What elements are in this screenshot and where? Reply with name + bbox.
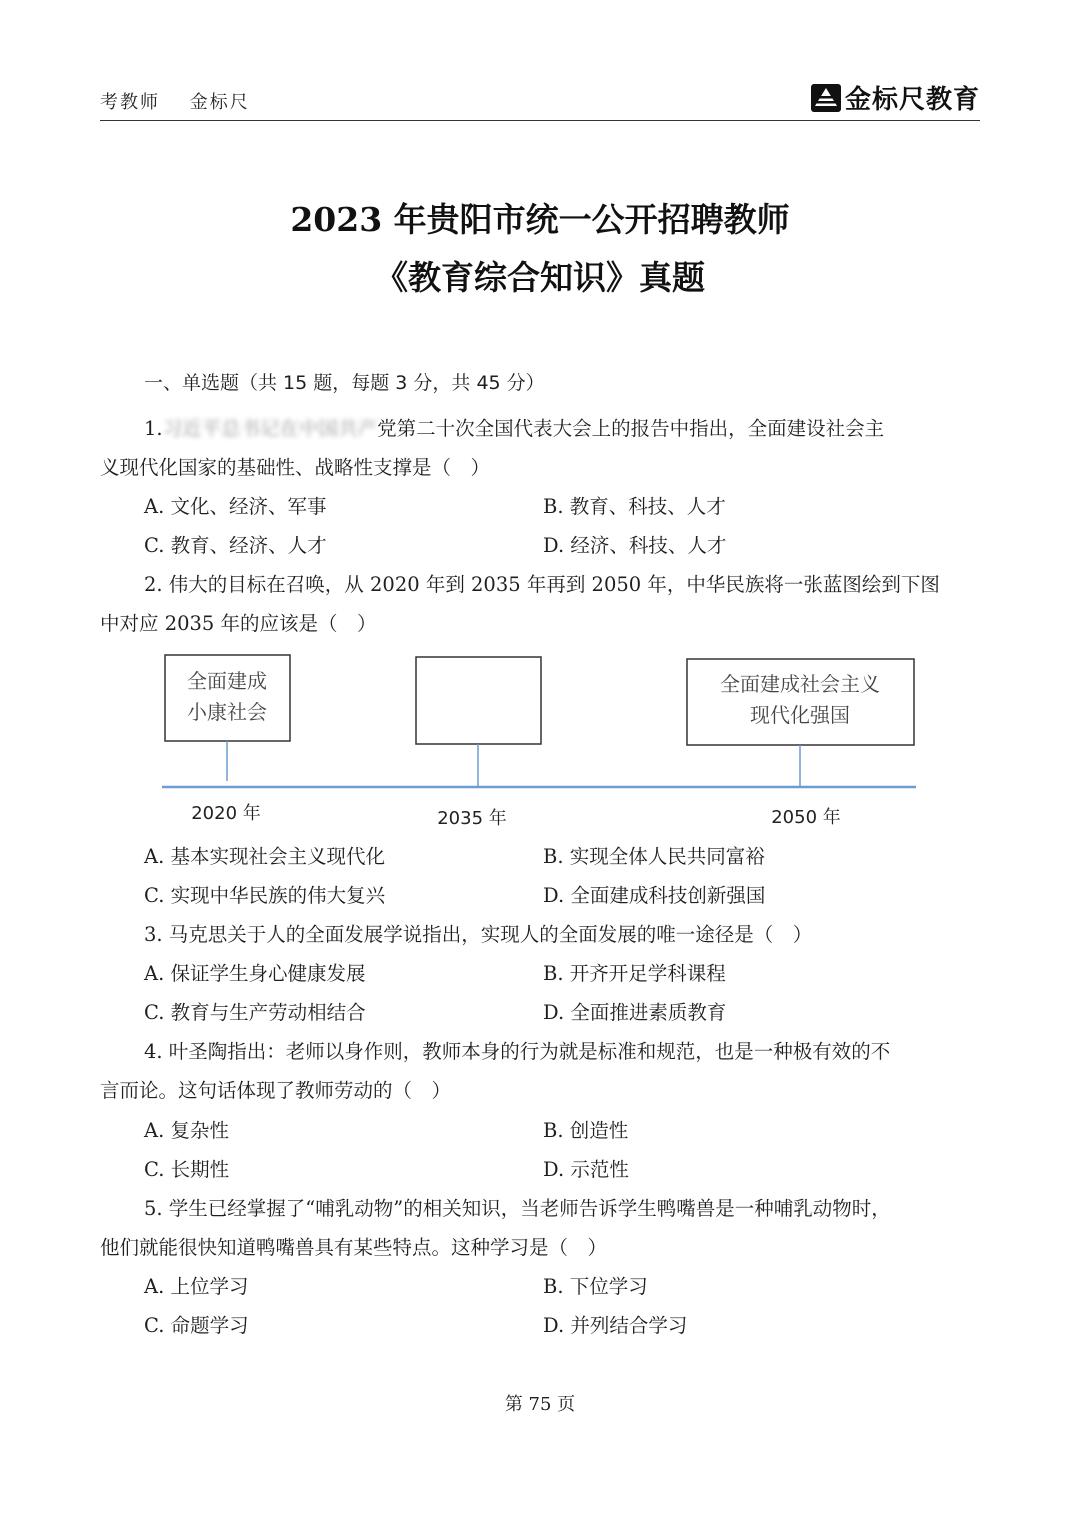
q2-option-d: D. 全面建成科技创新强国 <box>543 884 766 907</box>
question-2 <box>100 565 980 643</box>
timeline-box-2020 <box>165 655 290 741</box>
question-1-text: 党第二十次全国代表大会上的报告中指出，全面建设社会主 <box>377 417 885 440</box>
question-4 <box>100 1032 980 1110</box>
q2-option-b: B. 实现全体人民共同富裕 <box>543 845 765 868</box>
q5-option-d: D. 并列结合学习 <box>543 1314 688 1337</box>
q3-option-d: D. 全面推进素质教育 <box>543 1001 727 1024</box>
page-title-line1: 2023 年贵阳市统一公开招聘教师 <box>290 200 790 239</box>
question-4-line2: 言而论。这句话体现了教师劳动的（ ） <box>100 1079 452 1102</box>
section-heading: 一、单选题（共 15 题，每题 3 分，共 45 分） <box>144 372 545 394</box>
timeline-box-2020-line2: 小康社会 <box>187 700 267 724</box>
timeline-year-2035: 2035 年 <box>437 808 507 829</box>
q3-option-a: A. 保证学生身心健康发展 <box>144 962 366 985</box>
q4-option-d: D. 示范性 <box>543 1158 629 1181</box>
q1-option-b: B. 教育、科技、人才 <box>543 495 726 518</box>
q2-option-c: C. 实现中华民族的伟大复兴 <box>144 884 386 907</box>
question-1-number: 1. <box>144 417 163 440</box>
q3-option-c: C. 教育与生产劳动相结合 <box>144 1001 366 1024</box>
pyramid-logo-icon <box>811 84 841 112</box>
q1-option-d: D. 经济、科技、人才 <box>543 534 727 557</box>
header-text-kaojiaoshi: 考教师 <box>100 92 160 113</box>
question-5-line2: 他们就能很快知道鸭嘴兽具有某些特点。这种学习是（ ） <box>100 1236 608 1259</box>
timeline-box-2050-line2: 现代化强国 <box>750 703 850 727</box>
q1-option-c: C. 教育、经济、人才 <box>144 534 327 557</box>
timeline-box-2020-line1: 全面建成 <box>187 669 267 693</box>
header-left <box>100 88 272 114</box>
timeline-box-2035-blank <box>416 657 541 744</box>
timeline-box-2050-line1: 全面建成社会主义 <box>720 672 880 696</box>
timeline-diagram <box>160 648 920 838</box>
q3-option-b: B. 开齐开足学科课程 <box>543 962 726 985</box>
brand-logo <box>811 79 980 116</box>
question-3-line1: 3. 马克思关于人的全面发展学说指出，实现人的全面发展的唯一途径是（ ） <box>144 923 813 946</box>
q5-option-c: C. 命题学习 <box>144 1314 249 1337</box>
q5-option-a: A. 上位学习 <box>144 1275 249 1298</box>
page-header <box>100 86 980 121</box>
header-text-jinbiaochi: 金标尺 <box>189 92 250 113</box>
question-5-line1: 5. 学生已经掌握了“哺乳动物”的相关知识，当老师告诉学生鸭嘴兽是一种哺乳动物时， <box>144 1197 891 1220</box>
page-title-line2: 《教育综合知识》真题 <box>375 258 705 297</box>
question-4-line1: 4. 叶圣陶指出：老师以身作则，教师本身的行为就是标准和规范，也是一种极有效的不 <box>144 1040 891 1063</box>
page-number: 第 75 页 <box>504 1394 576 1415</box>
question-2-line2: 中对应 2035 年的应该是（ ） <box>100 612 377 635</box>
question-1 <box>100 409 980 487</box>
question-3 <box>100 915 980 954</box>
question-2-line1: 2. 伟大的目标在召唤，从 2020 年到 2035 年再到 2050 年，中华民族将一张蓝图绘到下图 <box>144 573 940 596</box>
question-1-line1 <box>100 409 980 448</box>
q4-option-c: C. 长期性 <box>144 1158 230 1181</box>
question-5 <box>100 1189 980 1267</box>
q1-option-a: A. 文化、经济、军事 <box>144 495 327 518</box>
q4-option-a: A. 复杂性 <box>144 1119 229 1142</box>
question-1-line2: 义现代化国家的基础性、战略性支撑是（ ） <box>100 456 491 479</box>
q2-option-a: A. 基本实现社会主义现代化 <box>144 845 385 868</box>
q5-option-b: B. 下位学习 <box>543 1275 648 1298</box>
timeline-year-2020: 2020 年 <box>191 803 261 824</box>
question-1-redacted-text: 习近平总书记在中国共产 <box>162 417 378 440</box>
logo-text: 金标尺教育 <box>844 85 980 115</box>
timeline-year-2050: 2050 年 <box>771 807 841 828</box>
q4-option-b: B. 创造性 <box>543 1119 629 1142</box>
